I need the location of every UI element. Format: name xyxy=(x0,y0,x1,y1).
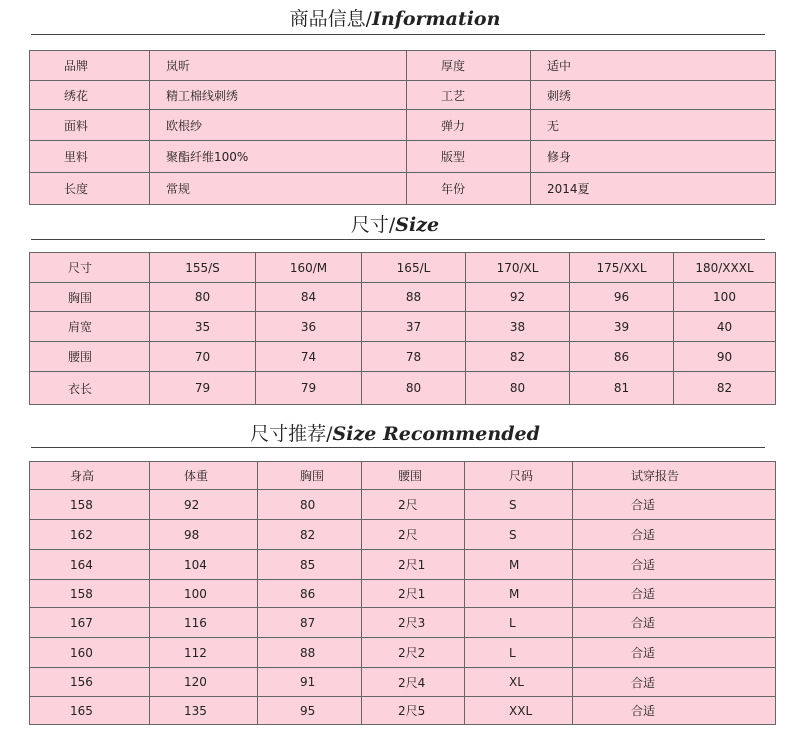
recommend-cell: 135 xyxy=(150,697,258,725)
size-cell: 39 xyxy=(570,312,674,342)
recommend-header-cell: 胸围 xyxy=(258,462,362,490)
recommend-cell: 82 xyxy=(258,520,362,550)
recommend-cell: 合适 xyxy=(573,520,776,550)
size-title xyxy=(0,210,790,237)
recommend-cell: 100 xyxy=(150,580,258,608)
info-label: 品牌 xyxy=(30,51,150,81)
recommend-cell: 2尺4 xyxy=(362,668,465,697)
size-cell: 165/L xyxy=(362,253,466,283)
size-cell: 80 xyxy=(362,372,466,405)
recommend-cell: 合适 xyxy=(573,668,776,697)
info-label: 版型 xyxy=(407,141,531,173)
size-cell: 86 xyxy=(570,342,674,372)
size-cell: 38 xyxy=(466,312,570,342)
info-value: 刺绣 xyxy=(531,81,776,110)
size-cell: 78 xyxy=(362,342,466,372)
recommend-row xyxy=(30,490,776,520)
recommend-cell: 92 xyxy=(150,490,258,520)
recommend-cell: 2尺2 xyxy=(362,638,465,668)
recommend-cell: XXL xyxy=(465,697,573,725)
recommend-cell: 合适 xyxy=(573,638,776,668)
size-title-en: Size xyxy=(395,214,440,236)
recommend-cell: 112 xyxy=(150,638,258,668)
info-value: 无 xyxy=(531,110,776,141)
size-cell: 175/XXL xyxy=(570,253,674,283)
info-row xyxy=(30,110,776,141)
recommend-cell: 2尺 xyxy=(362,490,465,520)
recommend-divider xyxy=(31,447,765,448)
info-label: 年份 xyxy=(407,173,531,205)
recommend-title-en: Size Recommended xyxy=(332,423,540,445)
size-cell: 74 xyxy=(256,342,362,372)
recommend-cell: 合适 xyxy=(573,490,776,520)
recommend-header-cell: 身高 xyxy=(30,462,150,490)
info-label: 面料 xyxy=(30,110,150,141)
info-value: 常规 xyxy=(150,173,407,205)
size-row-label: 衣长 xyxy=(30,372,150,405)
recommend-cell: 80 xyxy=(258,490,362,520)
recommend-cell: 2尺1 xyxy=(362,580,465,608)
recommend-row xyxy=(30,520,776,550)
size-row xyxy=(30,342,776,372)
info-row xyxy=(30,81,776,110)
recommend-cell: S xyxy=(465,520,573,550)
size-cell: 82 xyxy=(674,372,776,405)
size-cell: 100 xyxy=(674,283,776,312)
recommend-cell: 85 xyxy=(258,550,362,580)
recommend-header-cell: 尺码 xyxy=(465,462,573,490)
size-title-cn: 尺寸/ xyxy=(350,214,396,236)
recommend-cell: 91 xyxy=(258,668,362,697)
size-row-label: 腰围 xyxy=(30,342,150,372)
recommend-row xyxy=(30,550,776,580)
size-row xyxy=(30,283,776,312)
size-cell: 88 xyxy=(362,283,466,312)
recommend-cell: L xyxy=(465,608,573,638)
info-value: 欧根纱 xyxy=(150,110,407,141)
recommend-cell: 合适 xyxy=(573,580,776,608)
info-label: 里料 xyxy=(30,141,150,173)
recommend-cell: M xyxy=(465,550,573,580)
info-value: 2014夏 xyxy=(531,173,776,205)
recommend-cell: 87 xyxy=(258,608,362,638)
size-cell: 40 xyxy=(674,312,776,342)
info-value: 修身 xyxy=(531,141,776,173)
recommend-cell: L xyxy=(465,638,573,668)
recommend-cell: 158 xyxy=(30,490,150,520)
recommend-row xyxy=(30,697,776,725)
recommend-header-row xyxy=(30,462,776,490)
info-label: 厚度 xyxy=(407,51,531,81)
size-cell: 82 xyxy=(466,342,570,372)
recommend-cell: 164 xyxy=(30,550,150,580)
info-value: 精工棉线刺绣 xyxy=(150,81,407,110)
info-row xyxy=(30,51,776,81)
size-cell: 80 xyxy=(466,372,570,405)
information-table xyxy=(29,50,776,205)
size-row-label: 肩宽 xyxy=(30,312,150,342)
recommend-cell: 165 xyxy=(30,697,150,725)
recommend-cell: M xyxy=(465,580,573,608)
info-value: 适中 xyxy=(531,51,776,81)
recommend-cell: 116 xyxy=(150,608,258,638)
recommend-table xyxy=(29,461,776,725)
size-cell: 37 xyxy=(362,312,466,342)
size-cell: 36 xyxy=(256,312,362,342)
recommend-cell: 2尺5 xyxy=(362,697,465,725)
information-divider xyxy=(31,34,765,35)
size-cell: 79 xyxy=(256,372,362,405)
size-cell: 180/XXXL xyxy=(674,253,776,283)
recommend-cell: 2尺1 xyxy=(362,550,465,580)
size-header-row xyxy=(30,253,776,283)
info-label: 长度 xyxy=(30,173,150,205)
recommend-row xyxy=(30,638,776,668)
size-row-label: 胸围 xyxy=(30,283,150,312)
size-cell: 80 xyxy=(150,283,256,312)
size-cell: 170/XL xyxy=(466,253,570,283)
size-cell: 79 xyxy=(150,372,256,405)
recommend-cell: 156 xyxy=(30,668,150,697)
recommend-header-cell: 体重 xyxy=(150,462,258,490)
recommend-cell: 合适 xyxy=(573,608,776,638)
size-cell: 81 xyxy=(570,372,674,405)
recommend-cell: 2尺3 xyxy=(362,608,465,638)
information-title-cn: 商品信息/ xyxy=(289,8,372,30)
info-value: 聚酯纤维100% xyxy=(150,141,407,173)
information-title-en: Information xyxy=(371,8,501,30)
size-cell: 35 xyxy=(150,312,256,342)
size-cell: 160/M xyxy=(256,253,362,283)
size-cell: 92 xyxy=(466,283,570,312)
recommend-title-cn: 尺寸推荐/ xyxy=(250,423,333,445)
recommend-header-cell: 腰围 xyxy=(362,462,465,490)
info-label: 弹力 xyxy=(407,110,531,141)
recommend-cell: 2尺 xyxy=(362,520,465,550)
recommend-cell: 160 xyxy=(30,638,150,668)
size-cell: 84 xyxy=(256,283,362,312)
info-label: 绣花 xyxy=(30,81,150,110)
recommend-cell: 158 xyxy=(30,580,150,608)
info-row xyxy=(30,173,776,205)
size-divider xyxy=(31,239,765,240)
recommend-row xyxy=(30,580,776,608)
info-label: 工艺 xyxy=(407,81,531,110)
recommend-cell: 88 xyxy=(258,638,362,668)
recommend-row xyxy=(30,668,776,697)
recommend-title xyxy=(0,419,790,446)
recommend-cell: 120 xyxy=(150,668,258,697)
info-value: 岚昕 xyxy=(150,51,407,81)
recommend-cell: 167 xyxy=(30,608,150,638)
recommend-cell: XL xyxy=(465,668,573,697)
recommend-cell: 104 xyxy=(150,550,258,580)
recommend-cell: 95 xyxy=(258,697,362,725)
size-cell: 96 xyxy=(570,283,674,312)
information-title xyxy=(0,4,790,31)
size-cell: 70 xyxy=(150,342,256,372)
size-row-label: 尺寸 xyxy=(30,253,150,283)
size-cell: 155/S xyxy=(150,253,256,283)
size-cell: 90 xyxy=(674,342,776,372)
info-row xyxy=(30,141,776,173)
recommend-cell: 合适 xyxy=(573,697,776,725)
size-row xyxy=(30,312,776,342)
recommend-cell: S xyxy=(465,490,573,520)
recommend-cell: 98 xyxy=(150,520,258,550)
size-table xyxy=(29,252,776,405)
recommend-header-cell: 试穿报告 xyxy=(573,462,776,490)
recommend-cell: 162 xyxy=(30,520,150,550)
size-row xyxy=(30,372,776,405)
recommend-cell: 86 xyxy=(258,580,362,608)
recommend-cell: 合适 xyxy=(573,550,776,580)
recommend-row xyxy=(30,608,776,638)
